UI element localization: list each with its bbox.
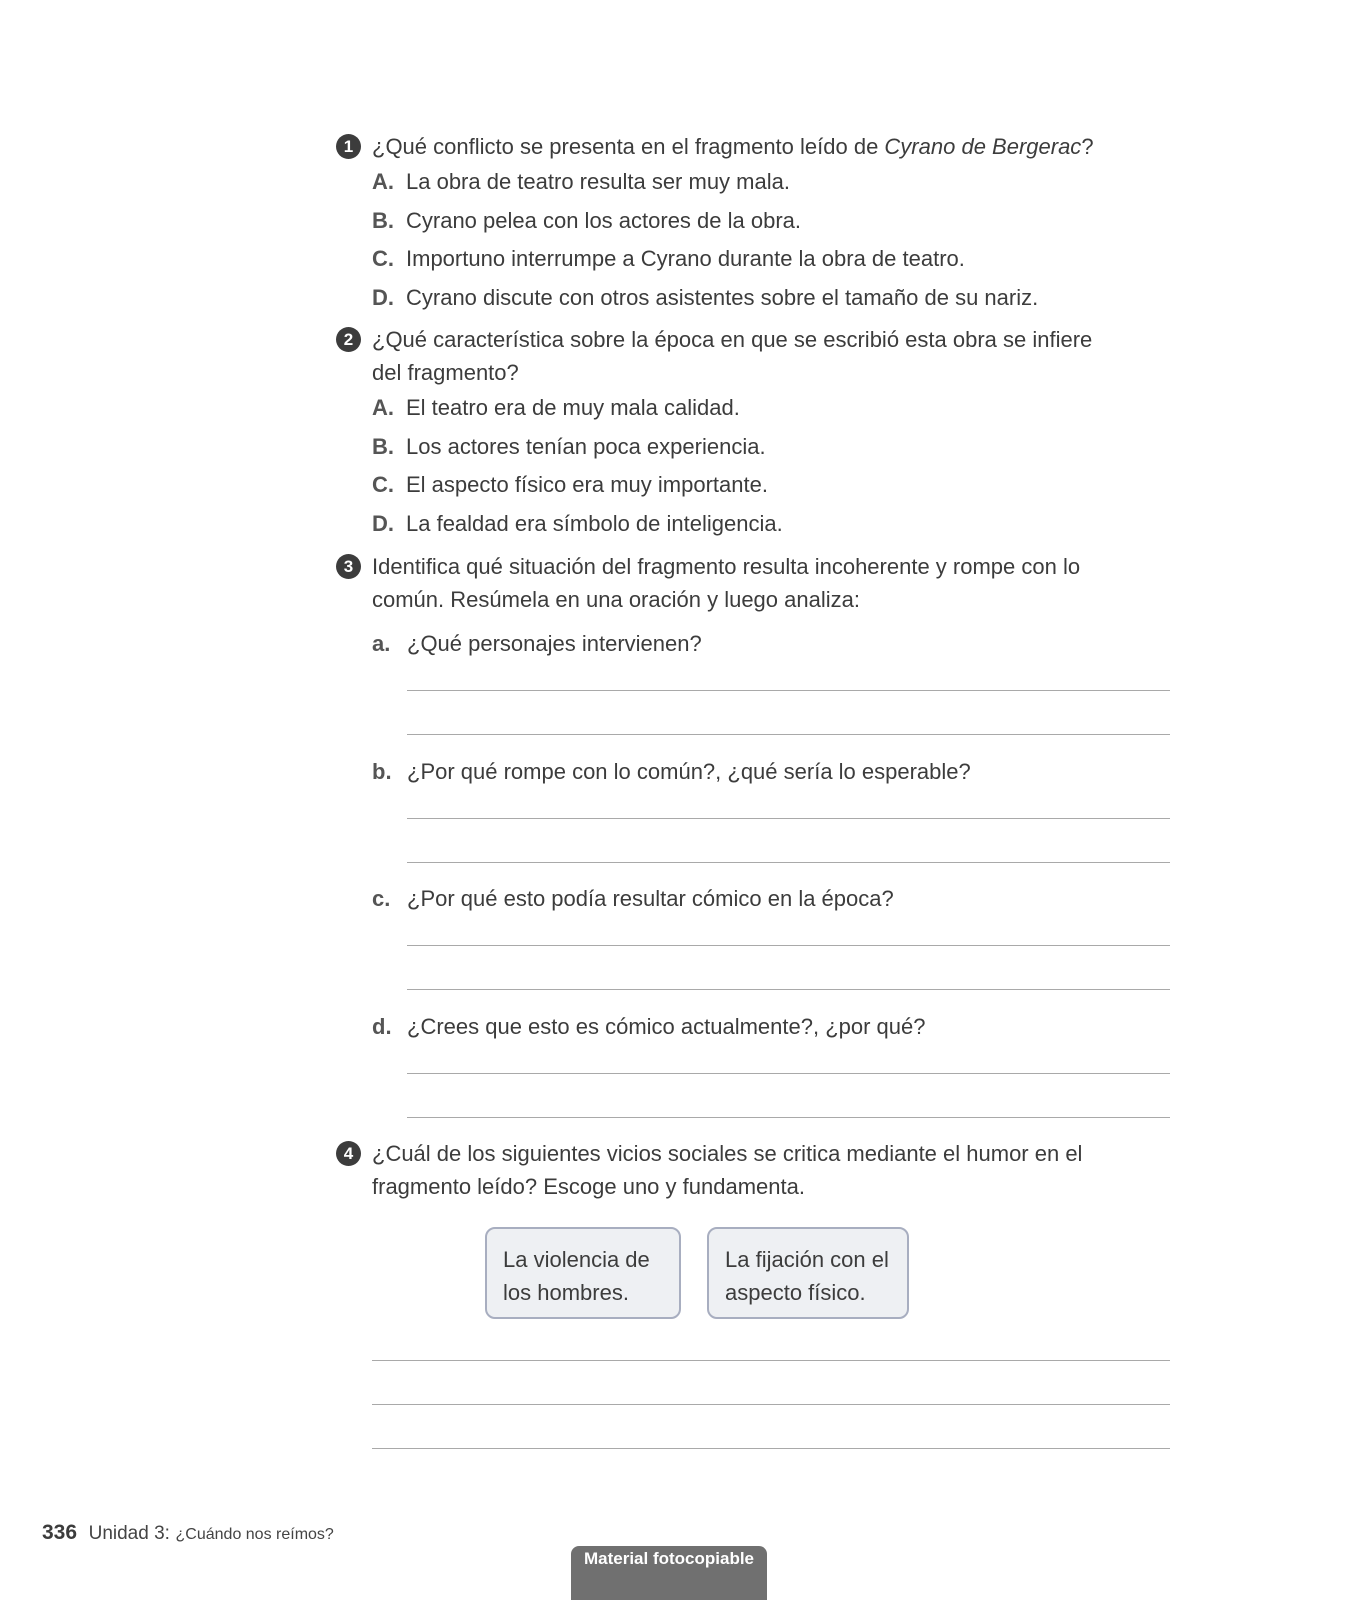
choice-box-violence[interactable]: La violencia de los hombres. — [485, 1227, 681, 1319]
answer-line[interactable] — [372, 1404, 1170, 1405]
option-2b[interactable]: B. Los actores tenían poca experiencia. — [372, 433, 766, 459]
answer-line[interactable] — [407, 1117, 1170, 1118]
question-3 — [336, 550, 1156, 616]
question-3-number: 3 — [336, 554, 361, 579]
page-number: 336 — [42, 1521, 78, 1544]
unit-title: ¿Cuándo nos reímos? — [175, 1526, 334, 1543]
question-2-number: 2 — [336, 327, 361, 352]
answer-line[interactable] — [407, 734, 1170, 735]
answer-line[interactable] — [372, 1448, 1170, 1449]
work-title: Cyrano de Bergerac — [884, 134, 1082, 159]
question-1 — [336, 130, 1156, 317]
question-2 — [336, 323, 1156, 543]
option-2d[interactable]: D. La fealdad era símbolo de inteligencia. — [372, 510, 783, 536]
option-1c[interactable]: C. Importuno interrumpe a Cyrano durante la obra de teatro. — [372, 246, 965, 271]
answer-line[interactable] — [407, 862, 1170, 863]
answer-line[interactable] — [407, 690, 1170, 691]
question-3-text: 3 Identifica qué situación del fragmento resulta incoherente y rompe con lo común. Resúmela en una oración y luego analiza: — [336, 550, 1156, 616]
question-2-text: 2 ¿Qué característica sobre la época en que se escribió esta obra se infiere del fragmento? — [336, 323, 1156, 389]
answer-line[interactable] — [407, 989, 1170, 990]
answer-line[interactable] — [407, 945, 1170, 946]
question-4 — [336, 1137, 1156, 1203]
page-footer — [42, 1520, 334, 1548]
option-2c[interactable]: C. El aspecto físico era muy importante. — [372, 472, 768, 497]
choice-box-physical-appearance[interactable]: La fijación con el aspecto físico. — [707, 1227, 909, 1319]
question-4-text: 4 ¿Cuál de los siguientes vicios sociales se critica mediante el humor en el fragmento leído? Escoge uno y fundamenta. — [336, 1137, 1156, 1203]
answer-line[interactable] — [407, 1073, 1170, 1074]
answer-line[interactable] — [407, 818, 1170, 819]
photocopiable-tag: Material fotocopiable — [571, 1546, 767, 1600]
question-4-number: 4 — [336, 1141, 361, 1166]
answer-line[interactable] — [372, 1360, 1170, 1361]
unit-label: Unidad 3: — [88, 1523, 170, 1544]
option-1b[interactable]: B. Cyrano pelea con los actores de la obra. — [372, 207, 802, 233]
question-1-number: 1 — [336, 134, 361, 159]
question-1-text: 1 ¿Qué conflicto se presenta en el fragmento leído de Cyrano de Bergerac? — [336, 130, 1156, 163]
option-1d[interactable]: D. Cyrano discute con otros asistentes sobre el tamaño de su nariz. — [372, 284, 1039, 310]
option-1a[interactable]: A. La obra de teatro resulta ser muy mala. — [372, 169, 790, 194]
option-2a[interactable]: A. El teatro era de muy mala calidad. — [372, 395, 740, 420]
